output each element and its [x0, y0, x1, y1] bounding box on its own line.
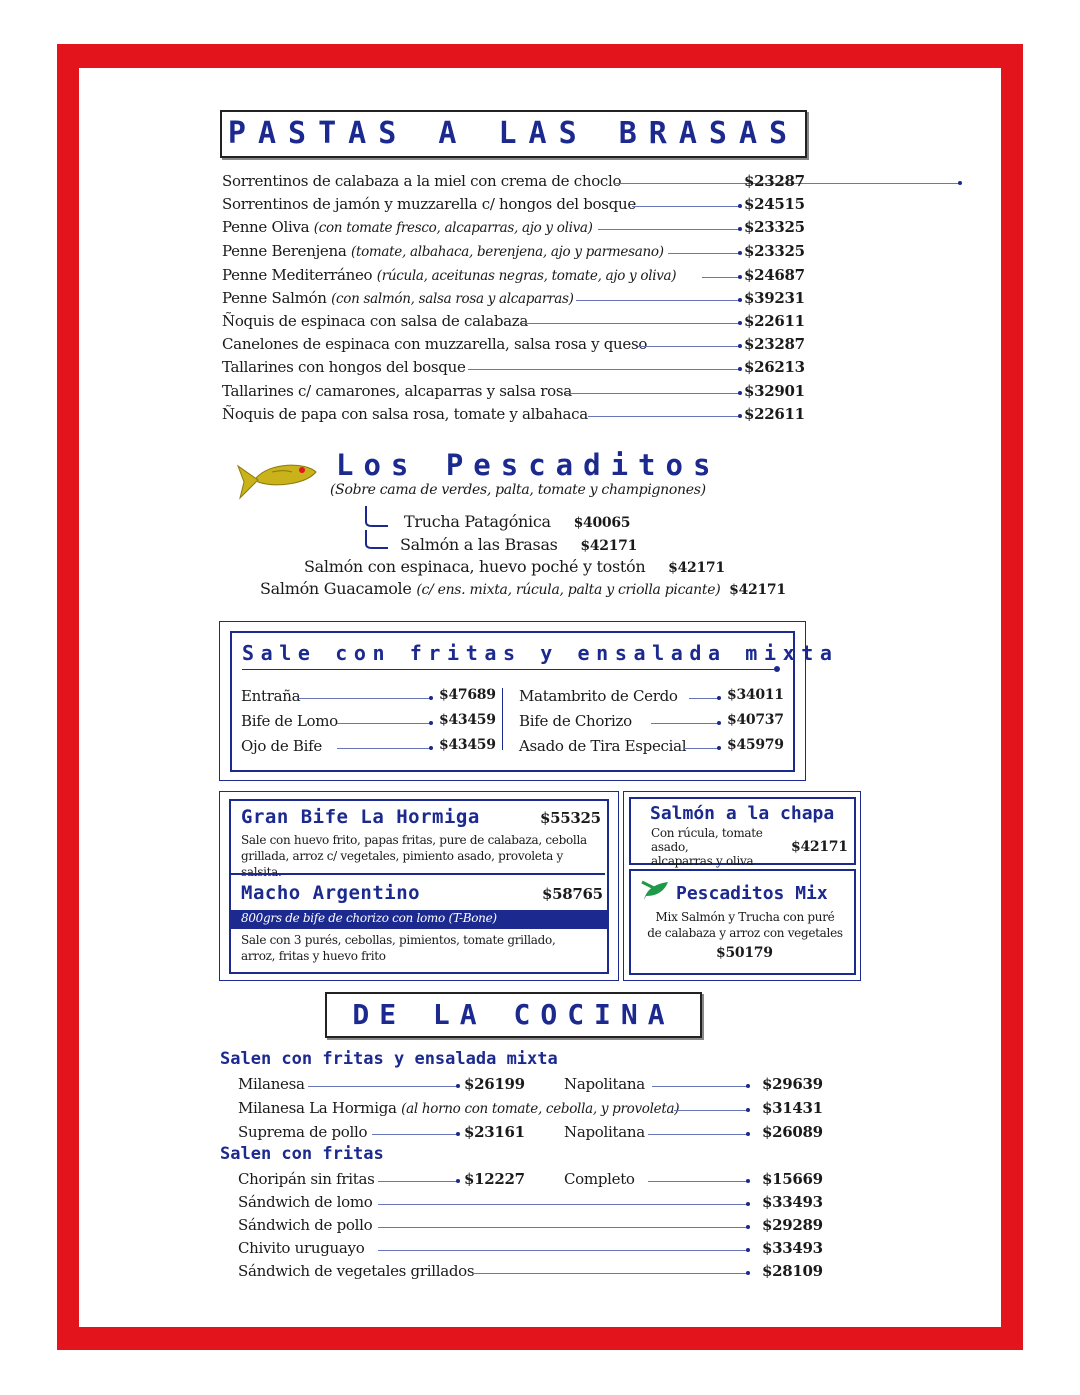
menu-item	[222, 335, 805, 357]
item-name: Sándwich de pollo	[238, 1216, 373, 1234]
menu-item	[222, 218, 805, 240]
menu-item	[222, 195, 805, 217]
item-price: $32901	[744, 382, 805, 400]
menu-item	[238, 1170, 538, 1192]
item-name: Sándwich de lomo	[238, 1193, 373, 1211]
item-name: Tallarines con hongos del bosque	[222, 358, 466, 376]
pastas-title-box	[220, 110, 807, 158]
item-price: $28109	[762, 1262, 823, 1280]
gran-bife-desc: Sale con huevo frito, papas fritas, pure de calabaza, cebolla grillada, arroz c/ vegetales, pimiento asado, provoleta y salsita.	[241, 833, 587, 879]
macho-desc: Sale con 3 purés, cebollas, pimientos, tomate grillado, arroz, fritas y huevo frito	[241, 933, 556, 963]
specials-divider	[231, 873, 605, 875]
item-price: $29639	[762, 1075, 823, 1093]
item-price: $15669	[762, 1170, 823, 1188]
menu-item	[222, 382, 805, 404]
menu-item	[241, 687, 496, 709]
item-price: $33493	[762, 1193, 823, 1211]
item-note: (c/ ens. mixta, rúcula, palta y criolla picante)	[416, 582, 721, 598]
menu-item	[564, 1075, 823, 1097]
menu-item	[564, 1170, 823, 1192]
item-name: Entraña	[241, 687, 301, 705]
menu-item	[238, 1216, 823, 1238]
item-price: $40065	[573, 515, 631, 531]
pescaditos-mix-price: $50179	[716, 945, 773, 961]
item-price: $23325	[744, 242, 805, 260]
pescado-salmon-guacamole	[260, 579, 786, 598]
menu-item	[222, 405, 805, 427]
cocina-sub2: Salen con fritas	[220, 1144, 384, 1164]
menu-item	[238, 1099, 823, 1121]
menu-item	[519, 737, 784, 759]
item-name: Sándwich de vegetales grillados	[238, 1262, 475, 1280]
item-price: $26089	[762, 1123, 823, 1141]
item-price: $42171	[580, 538, 638, 554]
item-name: Sorrentinos de jamón y muzzarella c/ hongos del bosque	[222, 195, 636, 213]
item-price: $23287	[744, 335, 805, 353]
item-price: $47689	[439, 687, 496, 703]
item-price: $42171	[729, 582, 786, 598]
menu-item	[238, 1262, 823, 1284]
menu-item	[238, 1239, 823, 1261]
item-price: $34011	[727, 687, 784, 703]
item-price: $29289	[762, 1216, 823, 1234]
salmon-chapa-price: $42171	[791, 839, 848, 855]
leaf-icon	[640, 878, 670, 902]
item-price: $43459	[439, 737, 496, 753]
item-name: Ñoquis de papa con salsa rosa, tomate y albahaca	[222, 405, 588, 423]
item-name: Ojo de Bife	[241, 737, 322, 755]
item-price: $31431	[762, 1099, 823, 1117]
salmon-chapa-title: Salmón a la chapa	[650, 803, 835, 824]
item-price: $23161	[464, 1123, 525, 1141]
item-name: Canelones de espinaca con muzzarella, salsa rosa y queso	[222, 335, 648, 353]
item-price: $26199	[464, 1075, 525, 1093]
item-price: $23325	[744, 218, 805, 236]
item-price: $39231	[744, 289, 805, 307]
menu-item	[238, 1123, 538, 1145]
item-price: $40737	[727, 712, 784, 728]
pastas-title: PASTAS A LAS BRASAS	[227, 116, 800, 151]
item-name: Trucha Patagónica	[404, 512, 551, 531]
salmon-chapa-desc: Con rúcula, tomate asado, alcaparras y oliva	[651, 826, 763, 868]
pescado-trucha	[404, 512, 630, 531]
menu-item	[222, 312, 805, 334]
cocina-sub1: Salen con fritas y ensalada mixta	[220, 1049, 558, 1069]
item-name: Tallarines c/ camarones, alcaparras y salsa rosa	[222, 382, 572, 400]
item-name: Penne Salmón (con salmón, salsa rosa y alcaparras)	[222, 289, 574, 307]
item-name: Penne Berenjena (tomate, albahaca, berenjena, ajo y parmesano)	[222, 242, 664, 260]
item-name: Sorrentinos de calabaza a la miel con crema de choclo	[222, 172, 622, 190]
menu-item	[238, 1075, 538, 1097]
item-name: Chivito uruguayo	[238, 1239, 365, 1257]
macho-banner: 800grs de bife de chorizo con lomo (T-Bone)	[231, 910, 607, 929]
bracket-line	[360, 504, 400, 552]
item-name: Suprema de pollo	[238, 1123, 368, 1141]
macho-price: $58765	[542, 885, 603, 903]
item-name: Salmón con espinaca, huevo poché y tostón	[304, 557, 646, 576]
fish-icon	[236, 458, 320, 502]
item-price: $23287	[744, 172, 805, 190]
menu-item	[519, 687, 784, 709]
item-price: $24515	[744, 195, 805, 213]
pescado-salmon-espinaca	[304, 557, 725, 576]
menu-item	[241, 737, 496, 759]
item-name: Milanesa La Hormiga (al horno con tomate, cebolla, y provoleta)	[238, 1099, 680, 1117]
item-price: $22611	[744, 312, 805, 330]
parrilla-title-underline	[242, 669, 778, 670]
menu-item	[519, 712, 784, 734]
pescado-salmon-brasas	[400, 535, 637, 554]
gran-bife-title: Gran Bife La Hormiga	[241, 806, 480, 828]
item-name: Choripán sin fritas	[238, 1170, 375, 1188]
menu-item	[222, 358, 805, 380]
item-price: $24687	[744, 266, 805, 284]
gran-bife-price: $55325	[540, 809, 601, 827]
pescaditos-subtitle: (Sobre cama de verdes, palta, tomate y champignones)	[330, 482, 706, 498]
parrilla-title: Sale con fritas y ensalada mixta	[242, 641, 839, 665]
item-name: Salmón Guacamole	[260, 579, 412, 598]
item-price: $45979	[727, 737, 784, 753]
item-name: Napolitana	[564, 1075, 645, 1093]
item-name: Salmón a las Brasas	[400, 535, 558, 554]
item-name: Bife de Chorizo	[519, 712, 632, 730]
menu-item	[222, 242, 805, 264]
cocina-title: DE LA COCINA	[352, 998, 675, 1031]
item-price: $22611	[744, 405, 805, 423]
item-price: $42171	[668, 560, 725, 576]
pescaditos-mix-desc: Mix Salmón y Trucha con puré de calabaza y arroz con vegetales	[647, 910, 843, 940]
item-name: Bife de Lomo	[241, 712, 338, 730]
item-price: $12227	[464, 1170, 525, 1188]
menu-item	[222, 172, 805, 194]
parrilla-title-dot	[774, 666, 780, 672]
menu-item	[222, 289, 805, 311]
macho-title: Macho Argentino	[241, 882, 421, 904]
item-name: Napolitana	[564, 1123, 645, 1141]
item-price: $26213	[744, 358, 805, 376]
item-name: Matambrito de Cerdo	[519, 687, 678, 705]
pescaditos-title: Los Pescaditos	[336, 448, 721, 482]
item-name: Ñoquis de espinaca con salsa de calabaza	[222, 312, 529, 330]
item-name: Asado de Tira Especial	[519, 737, 687, 755]
item-price: $43459	[439, 712, 496, 728]
pescaditos-mix-title: Pescaditos Mix	[676, 883, 828, 904]
parrilla-divider	[502, 688, 503, 750]
item-name: Penne Mediterráneo (rúcula, aceitunas negras, tomate, ajo y oliva)	[222, 266, 677, 284]
item-name: Milanesa	[238, 1075, 305, 1093]
item-price: $33493	[762, 1239, 823, 1257]
menu-item	[564, 1123, 823, 1145]
menu-item	[222, 266, 805, 288]
item-name: Completo	[564, 1170, 635, 1188]
menu-item	[241, 712, 496, 734]
menu-item	[238, 1193, 823, 1215]
cocina-title-box	[325, 992, 702, 1038]
item-name: Penne Oliva (con tomate fresco, alcaparras, ajo y oliva)	[222, 218, 593, 236]
